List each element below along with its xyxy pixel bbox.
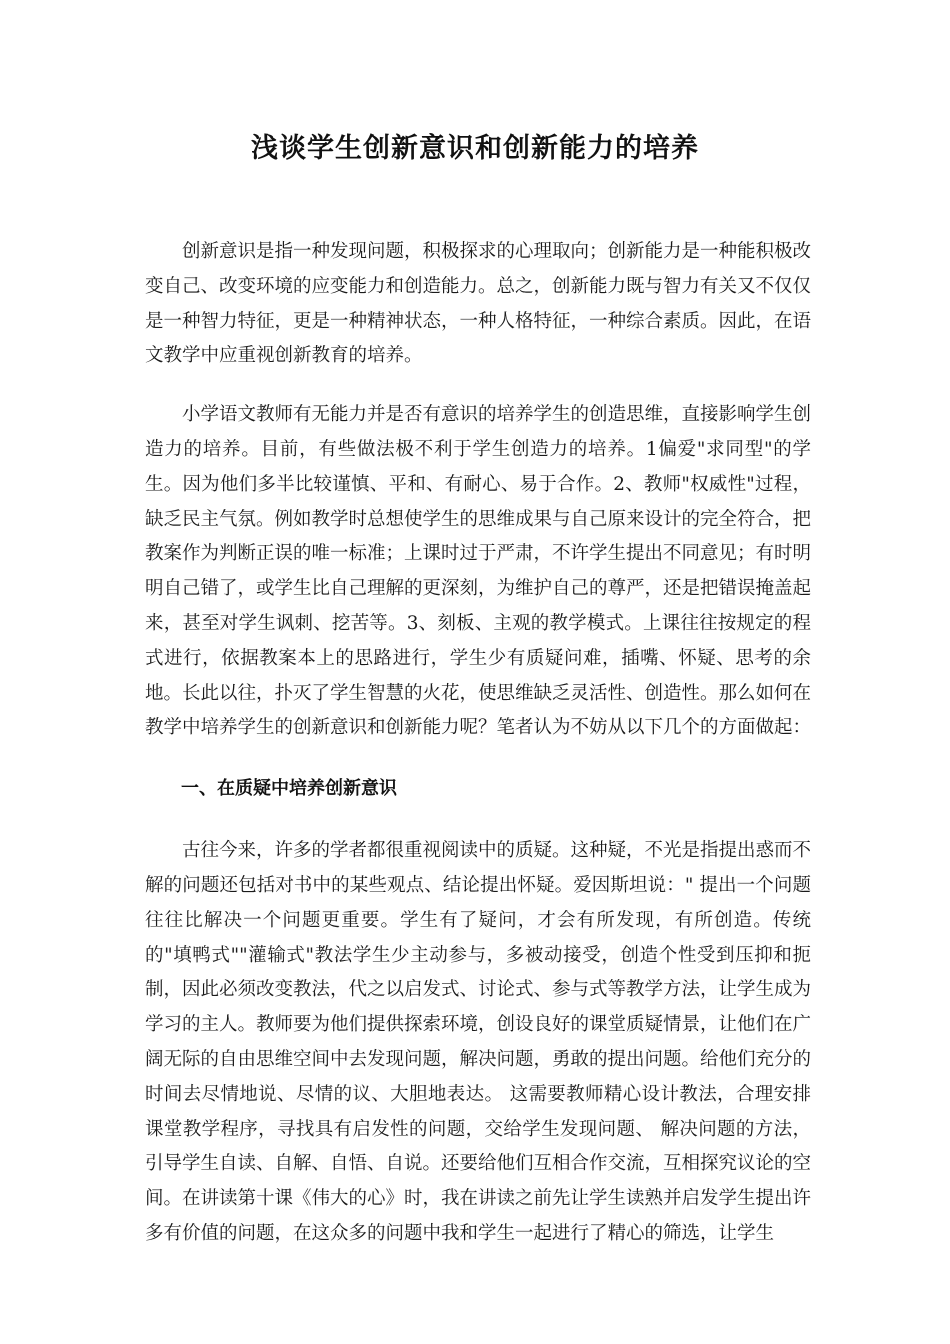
section-heading: 一、在质疑中培养创新意识 — [181, 778, 397, 800]
paragraph-questioning: 古往今来，许多的学者都很重视阅读中的质疑。这种疑，不光是指提出惑而不解的问题还包括对书中的某些观点、结论提出怀疑。爱因斯坦说：" 提出一个问题往往比解决一个问题更重要。学生有了疑问，才会有所发现，有所创造。传统的"填鸭式""灌输式"教法学生少主动参与，多被动接受，创造个性受到压抑和扼制，因此必须改变教法，代之以启发式、讨论式、参与式等教学方法，让学生成为学习的主人。教师要为他们提供探索环境，创设良好的课堂质疑情景，让他们在广阔无际的自由思维空间中去发现问题，解决问题，勇敢的提出问题。给他们充分的时间去尽情地说、尽情的议、大胆地表达。 这需要教师精心设计教法，合理安排课堂教学程序，寻找具有启发性的问题，交给学生发现问题、 解决问题的方法，引导学生自读、自解、自悟、自说。还要给他们互相合作交流，互相探究议论的空间。在讲读第十课《伟大的心》时，我在讲读之前先让学生读熟并启发学生提出许多有价值的问题，在这众多的问题中我和学生一起进行了精心的筛选，让学生 — [145, 840, 812, 1244]
paragraph-intro: 创新意识是指一种发现问题，积极探求的心理取向；创新能力是一种能积极改变自己、改变环境的应变能力和创造能力。总之，创新能力既与智力有关又不仅仅是一种智力特征，更是一种精神状态，一种人格特征，一种综合素质。因此，在语文教学中应重视创新教育的培养。 — [145, 241, 812, 367]
document-body — [145, 235, 811, 1252]
paragraph-spacer — [145, 746, 811, 772]
document-title: 浅谈学生创新意识和创新能力的培养 — [251, 133, 699, 164]
paragraph-spacer — [145, 806, 811, 834]
paragraph-spacer — [145, 374, 811, 398]
paragraph-current-problems: 小学语文教师有无能力并是否有意识的培养学生的创造思维，直接影响学生创造力的培养。目前，有些做法极不利于学生创造力的培养。1偏爱"求同型"的学生。因为他们多半比较谨慎、平和、有耐心、易于合作。2、教师"权威性"过程，缺乏民主气氛。例如教学时总想使学生的思维成果与自己原来设计的完全符合，把教案作为判断正误的唯一标准；上课时过于严肃，不许学生提出不同意见；有时明明自己错了，或学生比自己理解的更深刻，为维护自己的尊严，还是把错误掩盖起来，甚至对学生讽刺、挖苦等。3、刻板、主观的教学模式。上课往往按规定的程式进行，依据教案本上的思路进行，学生少有质疑问难，插嘴、怀疑、思考的余地。长此以往，扑灭了学生智慧的火花，使思维缺乏灵活性、创造性。那么如何在教学中培养学生的创新意识和创新能力呢？笔者认为不妨从以下几个的方面做起： — [145, 404, 812, 739]
